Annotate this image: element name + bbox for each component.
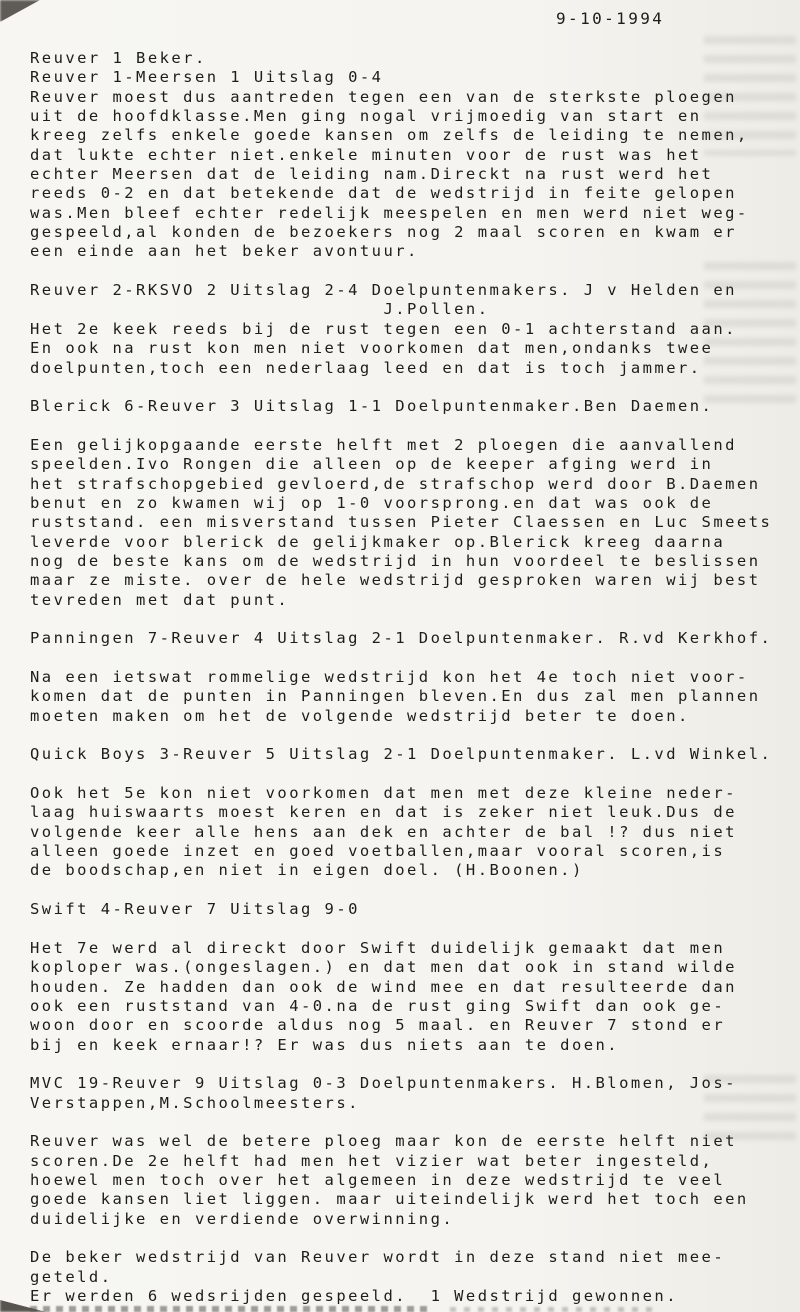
text-line: houden. Ze hadden dan ook de wind mee en dat resulteerde dan <box>30 977 737 996</box>
text-line: bij en keek ernaar!? Er was dus niets aan te doen. <box>30 1035 620 1054</box>
blank-line <box>30 262 800 281</box>
text-line: Blerick 6-Reuver 3 Uitslag 1-1 Doelpuntenmaker.Ben Daemen. <box>30 397 714 416</box>
blank-line <box>30 726 800 745</box>
text-line: reeds 0-2 en dat betekende dat de wedstrijd in feite gelopen <box>30 184 737 203</box>
text-line: laag huiswaarts moest keren en dat is zeker niet leuk.Dus de <box>30 803 737 822</box>
text-line: Verstappen,M.Schoolmeesters. <box>30 1093 360 1112</box>
text-line: Reuver 2-RKSVO 2 Uitslag 2-4 Doelpuntenmakers. J v Helden en <box>30 281 737 300</box>
text-line: de boodschap,en niet in eigen doel. (H.Boonen.) <box>30 861 584 880</box>
text-line: koploper was.(ongeslagen.) en dat men dat ook in stand wilde <box>30 958 737 977</box>
text-line: volgende keer alle hens aan dek en achter de bal !? dus niet <box>30 822 737 841</box>
text-line: maar ze miste. over de hele wedstrijd gesproken waren wij best <box>30 571 761 590</box>
text-line: Quick Boys 3-Reuver 5 Uitslag 2-1 Doelpuntenmaker. L.vd Winkel. <box>30 745 773 764</box>
text-line: Een gelijkopgaande eerste helft met 2 ploegen die aanvallend <box>30 435 737 454</box>
text-line: gespeeld,al konden de bezoekers nog 2 maal scoren en kwam er <box>30 223 737 242</box>
blank-line <box>30 765 800 784</box>
text-line: ook een ruststand van 4-0.na de rust ging Swift dan ook ge- <box>30 996 726 1015</box>
text-line: geteld. <box>30 1267 113 1286</box>
text-line: duidelijke en verdiende overwinning. <box>30 1209 455 1228</box>
scan-artifact-bleedthrough <box>704 262 796 412</box>
text-line: benut en zo kwamen wij op 1-0 voorsprong.en dat was ook de <box>30 493 714 512</box>
text-line: komen dat de punten in Panningen bleven.En dus zal men plannen <box>30 687 761 706</box>
text-line: scoren.De 2e helft had men het vizier wat beter ingesteld, <box>30 1151 714 1170</box>
text-line: tevreden met dat punt. <box>30 590 290 609</box>
blank-line <box>30 378 800 397</box>
text-line: Reuver 1-Meersen 1 Uitslag 0-4 <box>30 68 384 87</box>
text-line: echter Meersen dat de leiding nam.Direckt na rust werd het <box>30 165 714 184</box>
scan-artifact-corner-top-left <box>0 0 40 22</box>
blank-line <box>30 649 800 668</box>
text-line: MVC 19-Reuver 9 Uitslag 0-3 Doelpuntenmakers. H.Blomen, Jos- <box>30 1074 737 1093</box>
text-line: J.Pollen. <box>30 300 490 319</box>
text-line: doelpunten,toch een nederlaag leed en dat is toch jammer. <box>30 358 702 377</box>
text-line: Reuver moest dus aantreden tegen een van de sterkste ploegen <box>30 87 737 106</box>
text-line: het strafschopgebied gevloerd,de strafschop werd door B.Daemen <box>30 474 761 493</box>
text-line: En ook na rust kon men niet voorkomen dat men,ondanks twee <box>30 339 714 358</box>
blank-line <box>30 1113 800 1132</box>
text-line: een einde aan het beker avontuur. <box>30 242 419 261</box>
text-line: woon door en scoorde aldus nog 5 maal. en Reuver 7 stond er <box>30 1016 726 1035</box>
text-line: kreeg zelfs enkele goede kansen om zelfs de leiding te nemen, <box>30 126 749 145</box>
text-line: De beker wedstrijd van Reuver wordt in deze stand niet mee- <box>30 1248 726 1267</box>
blank-line <box>30 881 800 900</box>
text-line: Reuver 1 Beker. <box>30 49 207 67</box>
text-line: uit de hoofdklasse.Men ging nogal vrijmoedig van start en <box>30 107 702 126</box>
text-line: speelden.Ivo Rongen die alleen op de keeper afging werd in <box>30 455 714 474</box>
document-body <box>30 49 800 1306</box>
scan-artifact-bleedthrough <box>704 1075 796 1145</box>
blank-line <box>30 1055 800 1074</box>
blank-line <box>30 610 800 629</box>
text-line: hoewel men toch over het algemeen in deze wedstrijd te veel <box>30 1170 726 1189</box>
text-line: alleen goede inzet en goed voetballen,maar vooral scoren,is <box>30 842 726 861</box>
blank-line <box>30 1229 800 1248</box>
text-line: Het 7e werd al direckt door Swift duidelijk gemaakt dat men <box>30 938 726 957</box>
text-line: nog de beste kans om de wedstrijd in hun voordeel te beslissen <box>30 551 761 570</box>
scan-artifact-bleedthrough <box>704 36 796 156</box>
text-line: ruststand. een misverstand tussen Pieter Claessen en Luc Smeets <box>30 513 773 532</box>
blank-line <box>30 919 800 938</box>
scan-artifact-cutoff-line <box>450 1307 660 1312</box>
text-line: leverde voor blerick de gelijkmaker op.Blerick kreeg daarna <box>30 532 726 551</box>
text-line: was.Men bleef echter redelijk meespelen en men werd niet weg- <box>30 203 749 222</box>
text-line: dat lukte echter niet.enkele minuten voor de rust was het <box>30 145 702 164</box>
text-line: Panningen 7-Reuver 4 Uitslag 2-1 Doelpuntenmaker. R.vd Kerkhof. <box>30 629 773 648</box>
scan-artifact-cutoff-line <box>30 1306 430 1312</box>
text-line: Ook het 5e kon niet voorkomen dat men met deze kleine neder- <box>30 784 737 803</box>
text-line: goede kansen liet liggen. maar uiteindelijk werd het toch een <box>30 1190 749 1209</box>
text-line: Reuver was wel de betere ploeg maar kon de eerste helft niet <box>30 1132 737 1151</box>
blank-line <box>30 417 800 436</box>
text-line: Het 2e keek reeds bij de rust tegen een 0-1 achterstand aan. <box>30 319 737 338</box>
text-line: Na een ietswat rommelige wedstrijd kon het 4e toch niet voor- <box>30 668 749 686</box>
text-line: Swift 4-Reuver 7 Uitslag 9-0 <box>30 900 360 919</box>
text-line: moeten maken om het de volgende wedstrijd beter te doen. <box>30 706 690 725</box>
text-line: Er werden 6 wedsrijden gespeeld. 1 Wedstrijd gewonnen. <box>30 1287 678 1305</box>
document-date: 9-10-1994 <box>556 9 665 28</box>
